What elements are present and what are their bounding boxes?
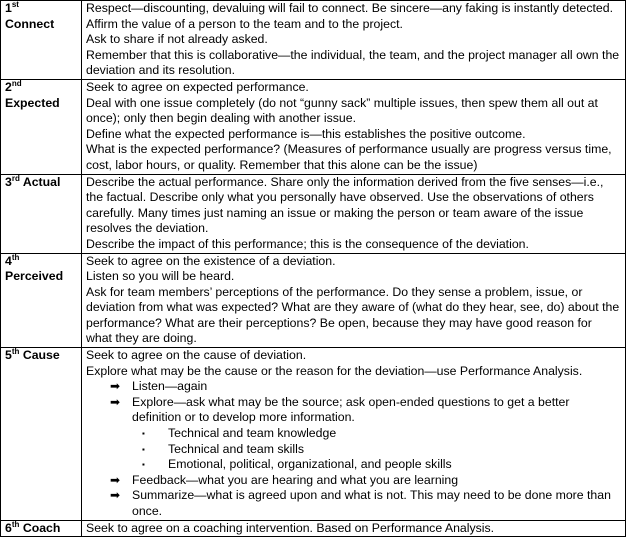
content-line: Seek to agree on expected performance. xyxy=(86,79,309,94)
step-content-cell xyxy=(82,253,626,348)
content-line: Listen so you will be heard. xyxy=(86,269,235,284)
bullet-text: Technical and team knowledge xyxy=(168,426,337,441)
content-line: Describe the impact of this performance; this is the consequence of the deviation. xyxy=(86,236,529,251)
step-row xyxy=(1,174,626,253)
step-ordinal: 3 xyxy=(5,174,12,189)
step-content-cell xyxy=(82,348,626,521)
step-ordinal: 4 xyxy=(5,253,12,268)
arrow-right-icon: ➡ xyxy=(110,379,121,394)
bullet-item xyxy=(86,457,621,473)
step-row xyxy=(1,1,626,80)
square-bullet-icon: ▪ xyxy=(142,444,145,454)
step-name: Actual xyxy=(22,174,61,189)
square-bullet-icon: ▪ xyxy=(142,460,145,470)
step-ordinal-suffix: st xyxy=(11,0,19,9)
content-line: Seek to agree on a coaching intervention. Based on Performance Analysis. xyxy=(86,520,495,535)
step-row xyxy=(1,520,626,537)
bullet-text: Summarize—what is agreed upon and what is not. This may need to be done more than once. xyxy=(132,488,611,518)
bullet-item xyxy=(86,426,621,442)
step-ordinal: 2 xyxy=(5,79,12,94)
square-bullet-icon: ▪ xyxy=(142,429,145,439)
step-label-cell xyxy=(1,520,82,537)
content-line: Define what the expected performance is—this establishes the positive outcome. xyxy=(86,126,526,141)
step-ordinal-suffix: rd xyxy=(11,173,20,183)
bullet-item xyxy=(86,473,621,489)
step-ordinal: 1 xyxy=(5,1,12,15)
step-content-cell xyxy=(82,520,626,537)
bullet-item xyxy=(86,442,621,458)
step-name: Connect xyxy=(5,16,55,31)
bullet-text: Listen—again xyxy=(132,379,208,394)
step-name: Perceived xyxy=(5,269,64,284)
step-content-cell xyxy=(82,79,626,174)
arrow-right-icon: ➡ xyxy=(110,472,121,487)
step-label-cell xyxy=(1,1,82,80)
step-ordinal: 5 xyxy=(5,348,12,363)
step-content-cell xyxy=(82,1,626,80)
content-line: Explore what may be the cause or the reason for the deviation—use Performance Analysis. xyxy=(86,363,583,378)
content-line: Seek to agree on the existence of a deviation. xyxy=(86,253,336,268)
content-line: Seek to agree on the cause of deviation. xyxy=(86,348,307,363)
step-ordinal-suffix: th xyxy=(11,346,20,356)
content-line: Describe the actual performance. Share only the information derived from the five senses—i.e., the factual. Describe only what you personally have observed. Use the observations of others carefully. Many times just naming an issue or making the person or team aware of the issue resolves the deviation. xyxy=(86,174,604,236)
content-line: Remember that this is collaborative—the individual, the team, and the project manager all own the deviation and its resolution. xyxy=(86,47,620,78)
step-row xyxy=(1,253,626,348)
step-ordinal-suffix: th xyxy=(11,252,20,262)
content-line: Respect—discounting, devaluing will fail to connect. Be sincere—any faking is instantly detected. Affirm the value of a person to the team and to the project. xyxy=(86,1,614,31)
content-line: What is the expected performance? (Measures of performance usually are progress versus time, cost, labor hours, or quality. Remember that this alone can be the issue) xyxy=(86,142,612,172)
step-label-cell xyxy=(1,174,82,253)
bullet-item xyxy=(86,488,621,519)
bullet-text: Technical and team skills xyxy=(168,441,305,456)
bullet-item xyxy=(86,379,621,395)
step-content-cell xyxy=(82,174,626,253)
step-name: Cause xyxy=(22,348,60,363)
bullet-item xyxy=(86,395,621,426)
steps-body xyxy=(1,1,626,537)
arrow-right-icon: ➡ xyxy=(110,488,121,503)
step-label-cell xyxy=(1,348,82,521)
bullet-text: Explore—ask what may be the source; ask open-ended questions to get a better definition or to develop more information. xyxy=(132,394,570,425)
step-row xyxy=(1,79,626,174)
bullet-text: Feedback—what you are hearing and what you are learning xyxy=(132,472,459,487)
step-ordinal: 6 xyxy=(5,520,12,535)
step-name: Expected xyxy=(5,95,60,110)
content-line: Ask for team members’ perceptions of the performance. Do they sense a problem, issue, or deviation from what was expected? What are they aware of (what do they hear, see, do) about the performance? What are their perceptions? Be open, because they may have good reason for what they are doing. xyxy=(86,284,620,346)
arrow-right-icon: ➡ xyxy=(110,394,121,409)
step-ordinal-suffix: th xyxy=(11,519,20,529)
step-ordinal-suffix: nd xyxy=(11,78,22,88)
step-row xyxy=(1,348,626,521)
step-name: Coach xyxy=(22,520,61,535)
step-label-cell xyxy=(1,79,82,174)
content-line: Deal with one issue completely (do not “gunny sack” multiple issues, then spew them all out at once); only then begin dealing with another issue. xyxy=(86,95,598,126)
content-line: Ask to share if not already asked. xyxy=(86,32,268,47)
step-label-cell xyxy=(1,253,82,348)
bullet-text: Emotional, political, organizational, and people skills xyxy=(168,457,452,472)
